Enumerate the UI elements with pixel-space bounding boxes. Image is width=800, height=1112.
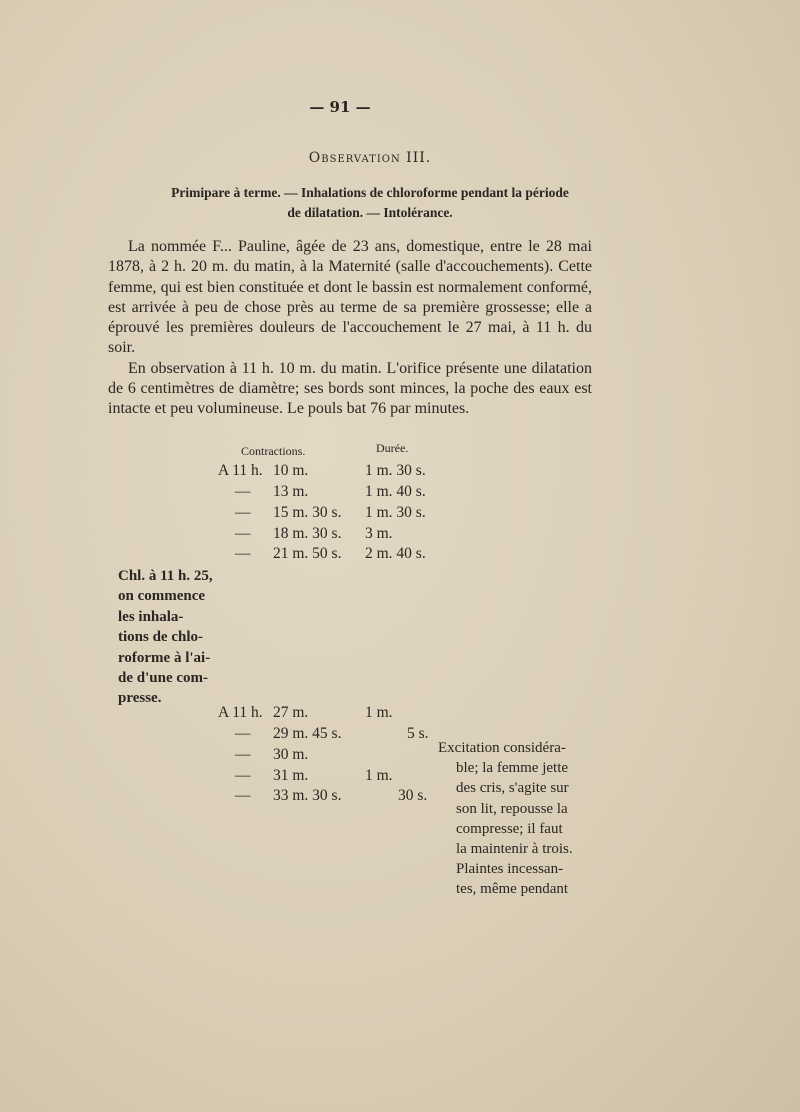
row-prefix: —	[235, 545, 251, 562]
observation-subtitle	[0, 183, 740, 223]
row-prefix: A 11 h.	[218, 704, 263, 721]
row-time: 30 m.	[273, 746, 309, 763]
observation-title: Observation III.	[308, 150, 432, 166]
row-time: 18 m. 30 s.	[273, 525, 342, 542]
excitation-line: Excitation considéra-	[438, 740, 566, 756]
row-time: 15 m. 30 s.	[273, 504, 342, 521]
body-text	[108, 237, 592, 420]
row-prefix: —	[235, 725, 251, 742]
row-time: 10 m.	[273, 462, 309, 479]
row-duree: 2 m. 40 s.	[365, 545, 426, 562]
excitation-line: ble; la femme jette	[456, 760, 569, 777]
excitation-line: Plaintes incessan-	[456, 861, 564, 878]
note-line: Chl. à 11 h. 25,	[118, 568, 213, 584]
page-number: — 91 —	[309, 98, 371, 116]
row-time: 29 m. 45 s.	[273, 725, 342, 742]
row-duree: 3 m.	[365, 525, 393, 542]
excitation-line: tes, même pendant	[456, 881, 569, 898]
row-prefix: —	[235, 767, 251, 784]
note-line: on commence	[118, 588, 206, 605]
excitation-line: compresse; il faut	[456, 820, 563, 837]
excitation-line: son lit, repousse la	[456, 800, 568, 817]
subtitle-line-2: de dilatation. — Intolérance.	[287, 205, 453, 220]
paragraph-2: En observation à 11 h. 10 m. du matin. L'orifice présente une dilatation de 6 centimètres de diamètre; ses bords sont minces, la poche des eaux est intacte et peu volumineuse. Le pouls bat 76 par minutes.	[108, 359, 592, 418]
row-prefix: —	[235, 483, 251, 500]
note-line: presse.	[118, 690, 162, 707]
row-duree: 1 m. 30 s.	[365, 504, 426, 521]
header-duree: Durée.	[376, 441, 409, 455]
row-time: 27 m.	[273, 704, 309, 721]
row-prefix: A 11 h.	[218, 462, 263, 479]
row-prefix: —	[235, 504, 251, 521]
header-contractions: Contractions.	[241, 444, 306, 458]
excitation-line: des cris, s'agite sur	[456, 780, 569, 797]
row-duree: 1 m.	[365, 704, 393, 721]
row-time: 33 m. 30 s.	[273, 787, 342, 804]
row-duree: 1 m. 40 s.	[365, 483, 426, 500]
row-prefix: —	[235, 787, 251, 804]
row-time: 13 m.	[273, 483, 309, 500]
row-prefix: —	[235, 525, 251, 542]
paragraph-1: La nommée F... Pauline, âgée de 23 ans, domestique, entre le 28 mai 1878, à 2 h. 20 m. du matin, à la Maternité (salle d'accouchements). Cette femme, qui est bien constituée et dont le bassin est normalement conformé, est arrivée à peu de chose près au terme de sa première grossesse; elle a éprouvé les premières douleurs de l'accouchement le 27 mai, à 11 h. du soir.	[108, 238, 592, 357]
excitation-line: la maintenir à trois.	[456, 841, 573, 858]
row-time: 21 m. 50 s.	[273, 545, 342, 562]
row-prefix: —	[235, 746, 251, 763]
note-line: tions de chlo-	[118, 629, 204, 646]
note-line: de d'une com-	[118, 670, 208, 687]
row-duree-seconds: 30 s.	[398, 787, 428, 804]
row-duree-seconds: 5 s.	[407, 725, 429, 742]
row-duree: 1 m. 30 s.	[365, 462, 426, 479]
subtitle-line-1: Primipare à terme. — Inhalations de chloroforme pendant la période	[171, 185, 569, 200]
excitation-note	[438, 738, 598, 900]
chloroform-side-note	[118, 566, 228, 709]
row-time: 31 m.	[273, 767, 309, 784]
note-line: les inhala-	[118, 608, 184, 625]
note-line: roforme à l'ai-	[118, 649, 211, 666]
row-duree: 1 m.	[365, 767, 393, 784]
